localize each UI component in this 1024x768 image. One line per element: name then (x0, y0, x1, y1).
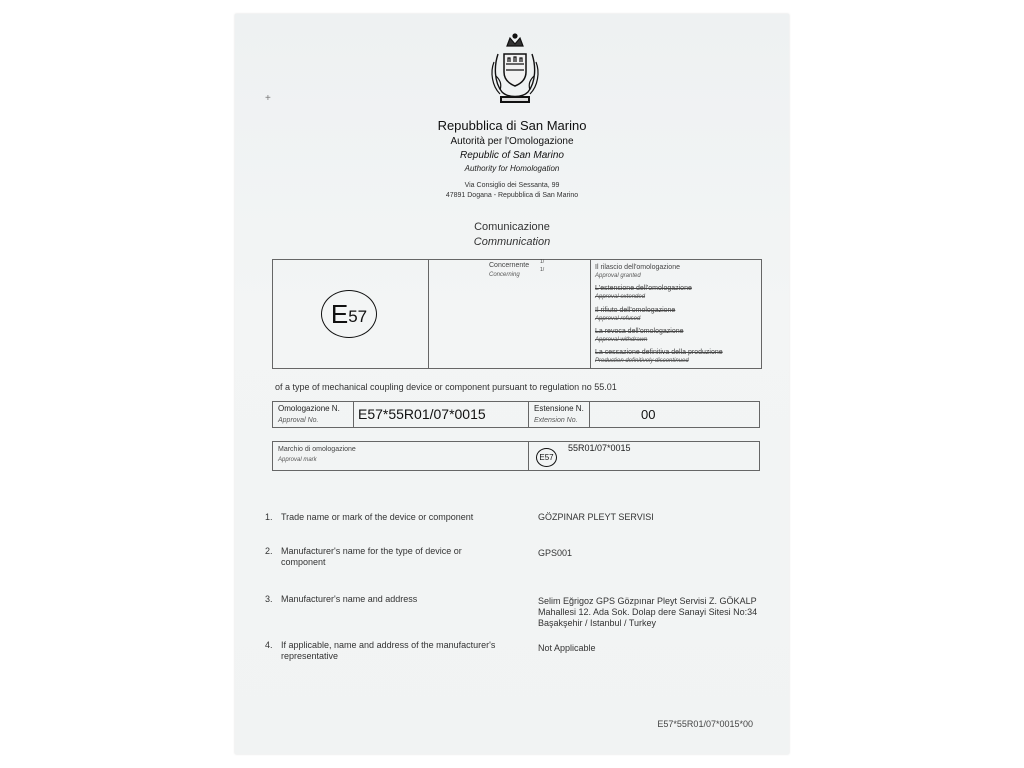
republic-title: Repubblica di San Marino (437, 118, 587, 133)
item-3-value: Selim Eğrigoz GPS Gözpınar Pleyt Servisi Z. GÖKALP Mahallesi 12. Ada Sok. Dolap dere Sanayi Sitesi No:34 Başakşehir / Istanbul / Turkey (538, 596, 758, 628)
e-mark-small-icon: E57 (536, 448, 557, 467)
document-reference: E57*55R01/07*0015*00 (657, 719, 753, 729)
concerning-it: Concernente (489, 262, 530, 269)
status-granted-it: Il rilascio dell'omologazione (595, 264, 680, 271)
mark-code: 55R01/07*0015 (568, 443, 631, 453)
item-2-value: GPS001 (538, 548, 573, 558)
mark-label-en: Approval mark (278, 457, 317, 463)
margin-mark: + (265, 93, 271, 104)
communication-it: Comunicazione (474, 221, 550, 233)
extension-label-it: Estensione N. (534, 404, 584, 413)
approval-mark-box (272, 441, 760, 471)
document-page (235, 14, 789, 754)
address-line-1: Via Consiglio dei Sessanta, 99 (464, 182, 560, 189)
status-extended-it: L'estensione dell'omologazione (595, 285, 692, 292)
address-line-2: 47891 Dogana - Repubblica di San Marino (445, 192, 579, 199)
item-3-number: 3. (265, 594, 273, 604)
status-discontinued-it: La cessazione definitiva della produzione (595, 349, 723, 356)
item-1-number: 1. (265, 512, 273, 522)
e-mark-circle-icon: E 57 (321, 290, 377, 338)
extension-label-en: Extension No. (534, 417, 578, 424)
regulation-line: of a type of mechanical coupling device or component pursuant to regulation no 55.01 (275, 382, 617, 392)
item-1-value: GÖZPINAR PLEYT SERVISI (538, 512, 654, 522)
approval-label-en: Approval No. (278, 417, 319, 424)
status-withdrawn-en: Approval withdrawn (595, 337, 648, 343)
item-2-label: Manufacturer's name for the type of device or component (281, 546, 462, 567)
status-withdrawn-it: La revoca dell'omologazione (595, 328, 684, 335)
authority-en: Authority for Homologation (464, 164, 560, 173)
status-discontinued-en: Production definitively discontinued (595, 358, 689, 364)
item-4-value: Not Applicable (538, 643, 596, 653)
concerning-superscript: 1/ (540, 259, 545, 265)
status-refused-it: Il rifiuto dell'omologazione (595, 307, 676, 314)
republic-en: Republic of San Marino (460, 150, 564, 161)
status-refused-en: Approval refused (595, 316, 641, 322)
authority-it: Autorità per l'Omologazione (450, 136, 574, 147)
mark-label-it: Marchio di omologazione (278, 446, 356, 453)
status-box (272, 259, 762, 369)
item-3-label: Manufacturer's name and address (281, 594, 418, 604)
item-1-label: Trade name or mark of the device or component (281, 512, 474, 522)
concerning-en: Concerning (489, 272, 520, 278)
approval-number-box (272, 401, 760, 428)
approval-label-it: Omologazione N. (278, 404, 340, 413)
san-marino-crest-icon (488, 32, 542, 110)
extension-value: 00 (641, 407, 656, 422)
item-2-number: 2. (265, 546, 273, 556)
status-extended-en: Approval extended (595, 294, 646, 300)
item-4-label: If applicable, name and address of the manufacturer's representative (281, 640, 496, 661)
status-granted-en: Approval granted (595, 273, 641, 279)
communication-en: Communication (473, 236, 551, 248)
approval-number: E57*55R01/07*0015 (358, 406, 486, 422)
item-4-number: 4. (265, 640, 273, 650)
concerning-superscript-2: 1/ (540, 267, 545, 273)
